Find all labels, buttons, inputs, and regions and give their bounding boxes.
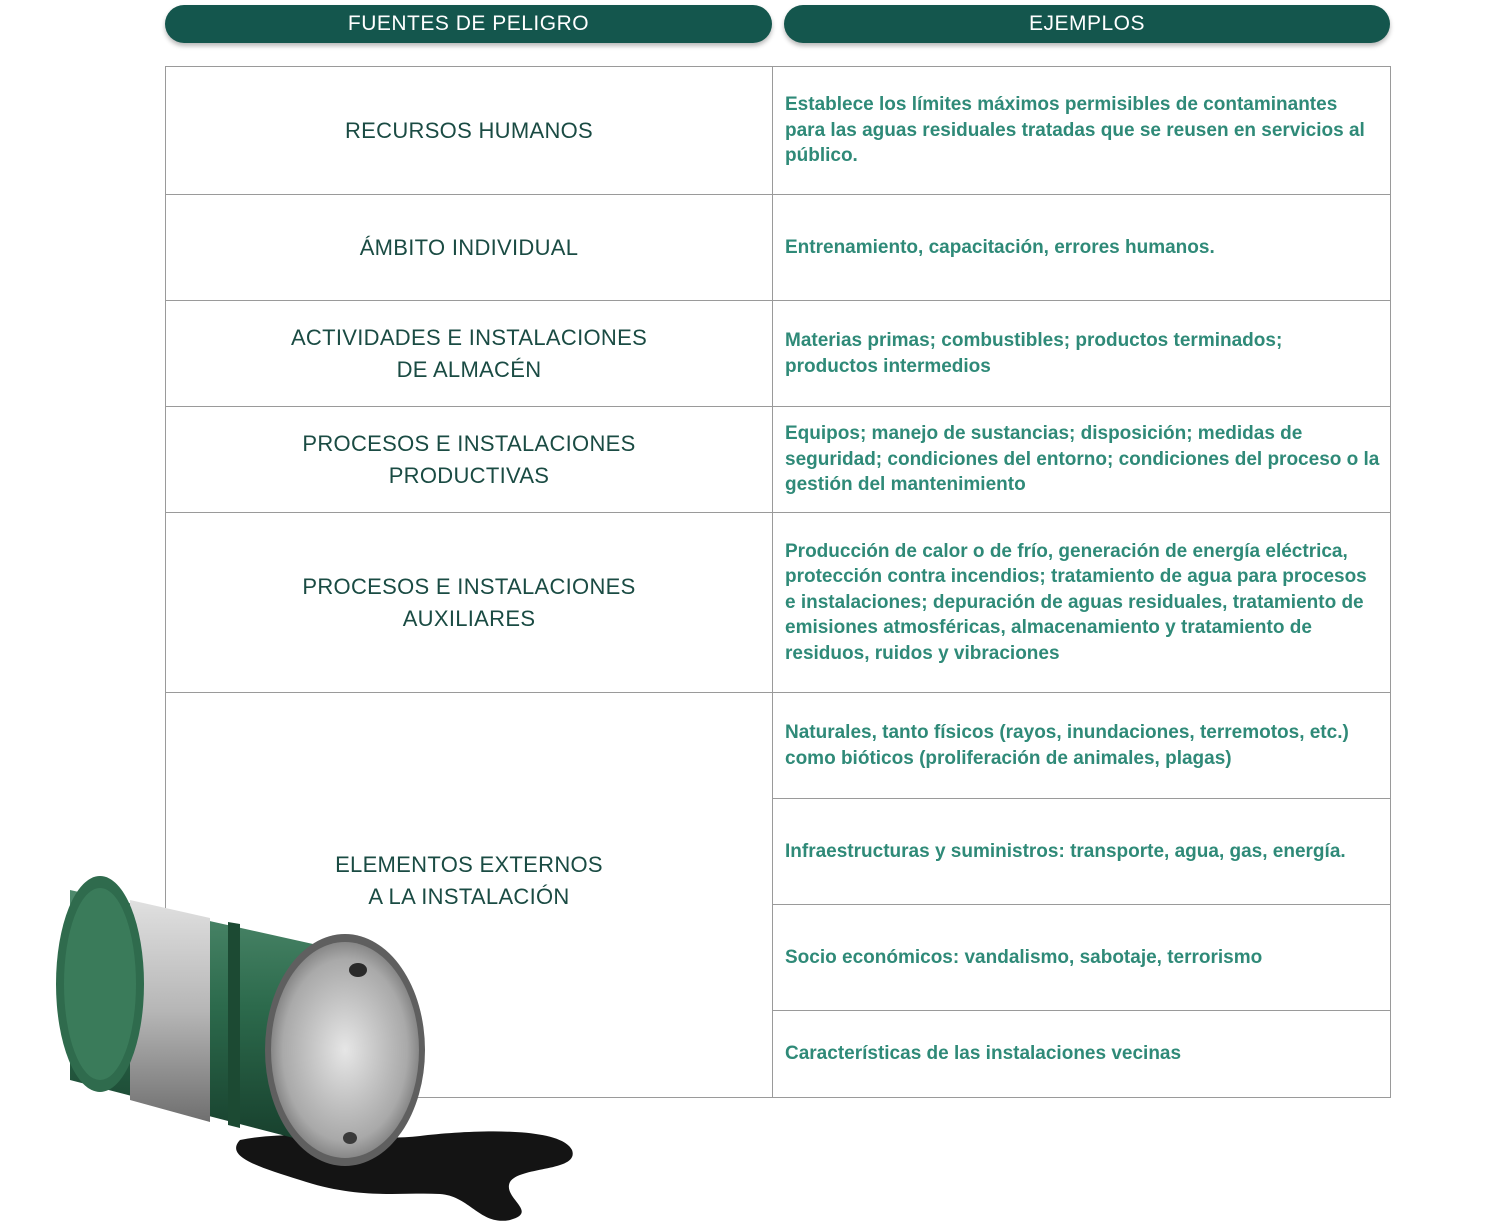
header-fuentes-de-peligro: FUENTES DE PELIGRO xyxy=(165,5,772,43)
example-cell: Materias primas; combustibles; productos terminados; productos intermedios xyxy=(785,330,1283,377)
source-cell: RECURSOS HUMANOS xyxy=(344,117,594,143)
table-row xyxy=(166,513,1390,693)
source-cell: ÁMBITO INDIVIDUAL xyxy=(359,234,579,260)
source-cell: ACTIVIDADES E INSTALACIONES DE ALMACÉN xyxy=(290,324,648,382)
table-row xyxy=(166,301,1390,407)
source-cell: PROCESOS E INSTALACIONES AUXILIARES xyxy=(302,573,636,631)
source-cell: PROCESOS E INSTALACIONES PRODUCTIVAS xyxy=(302,430,636,488)
example-subrow: Infraestructuras y suministros: transporte, agua, gas, energía. xyxy=(773,799,1390,905)
table-row xyxy=(166,195,1390,301)
header-ejemplos: EJEMPLOS xyxy=(784,5,1390,43)
example-subrow: Naturales, tanto físicos (rayos, inundaciones, terremotos, etc.) como bióticos (proliferación de animales, plagas) xyxy=(773,693,1390,799)
example-cell: Establece los límites máximos permisibles de contaminantes para las aguas residuales tratadas que se reusen en servicios al público. xyxy=(785,94,1365,167)
example-cell: Entrenamiento, capacitación, errores humanos. xyxy=(785,236,1215,258)
spilled-barrel-icon xyxy=(40,860,600,1228)
example-cell: Equipos; manejo de sustancias; disposición; medidas de seguridad; condiciones del entorno; condiciones del proceso o la gestión del mantenimiento xyxy=(785,423,1380,496)
table-row xyxy=(166,407,1390,513)
table-row xyxy=(166,67,1390,195)
source-cell: ELEMENTOS EXTERNOS A LA INSTALACIÓN xyxy=(335,852,603,909)
example-cell: Producción de calor o de frío, generación de energía eléctrica, protección contra incendios; tratamiento de agua para procesos e instalaciones; depuración de aguas residuales, tratamiento de emisiones atmosféricas, almacenamiento y tratamiento de residuos, ruidos y vibraciones xyxy=(785,540,1367,664)
example-subrow: Características de las instalaciones vecinas xyxy=(785,1043,1182,1065)
example-subrow: Socio económicos: vandalismo, sabotaje, terrorismo xyxy=(773,905,1390,1011)
